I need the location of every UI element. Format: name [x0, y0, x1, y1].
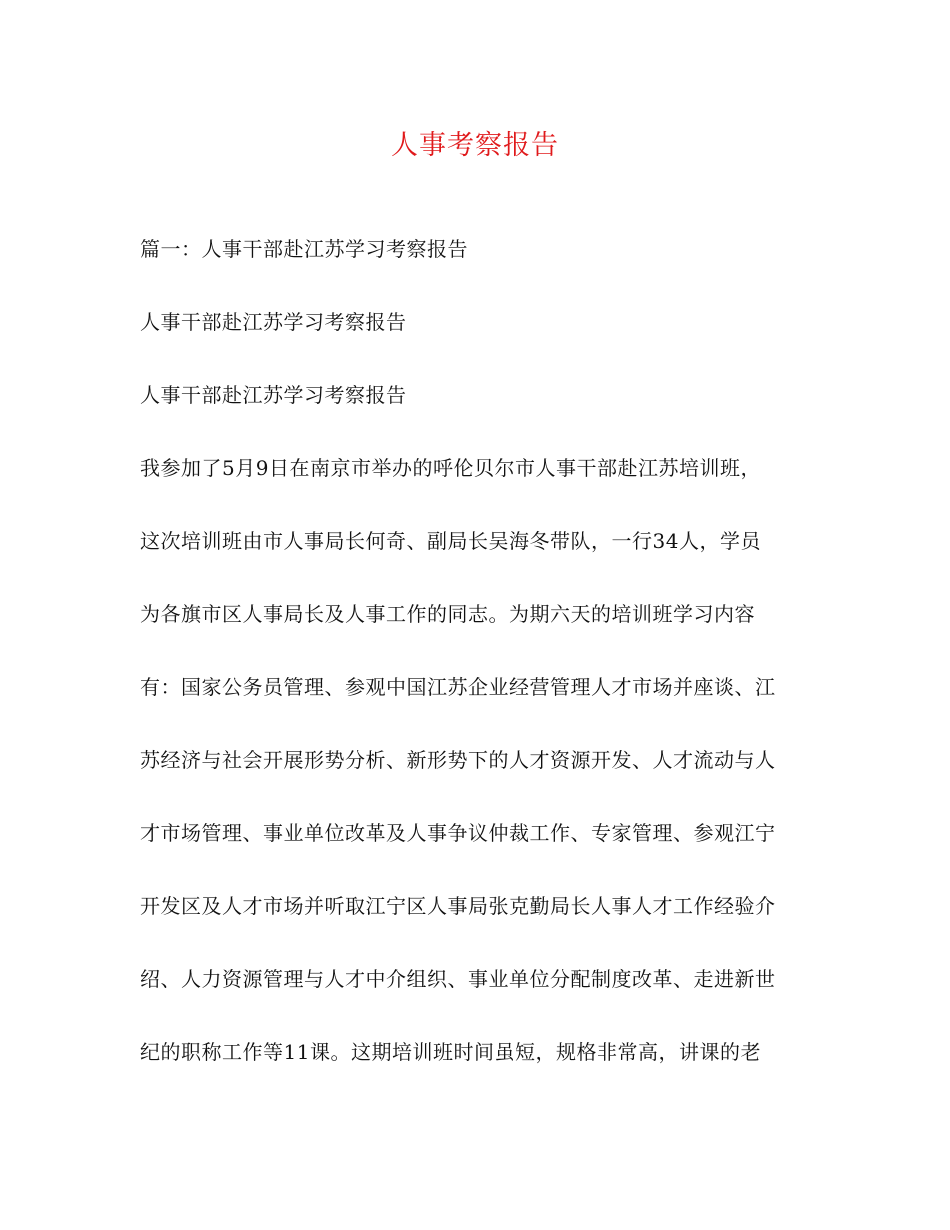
body-text-line: 才市场管理、事业单位改革及人事争议仲裁工作、专家管理、参观江宁 — [140, 821, 776, 845]
body-text-line: 开发区及人才市场并听取江宁区人事局张克勤局长人事人才工作经验介 — [140, 894, 776, 918]
body-text-line: 有：国家公务员管理、参观中国江苏企业经营管理人才市场并座谈、江 — [140, 675, 776, 699]
body-text-line: 苏经济与社会开展形势分析、新形势下的人才资源开发、人才流动与人 — [140, 748, 776, 772]
body-text-line: 我参加了5月9日在南京市举办的呼伦贝尔市人事干部赴江苏培训班， — [140, 456, 761, 480]
section-heading: 篇一：人事干部赴江苏学习考察报告 — [140, 237, 468, 261]
body-text-line: 绍、人力资源管理与人才中介组织、事业单位分配制度改革、走进新世 — [140, 967, 776, 991]
body-text-line: 这次培训班由市人事局长何奇、副局长吴海冬带队，一行34人，学员 — [140, 529, 761, 553]
body-text-line: 纪的职称工作等11课。这期培训班时间虽短，规格非常高，讲课的老 — [140, 1040, 761, 1064]
document-title: 人事考察报告 — [391, 130, 559, 161]
subtitle-line: 人事干部赴江苏学习考察报告 — [140, 383, 407, 407]
subtitle-line: 人事干部赴江苏学习考察报告 — [140, 310, 407, 334]
body-text-line: 为各旗市区人事局长及人事工作的同志。为期六天的培训班学习内容 — [140, 602, 755, 626]
